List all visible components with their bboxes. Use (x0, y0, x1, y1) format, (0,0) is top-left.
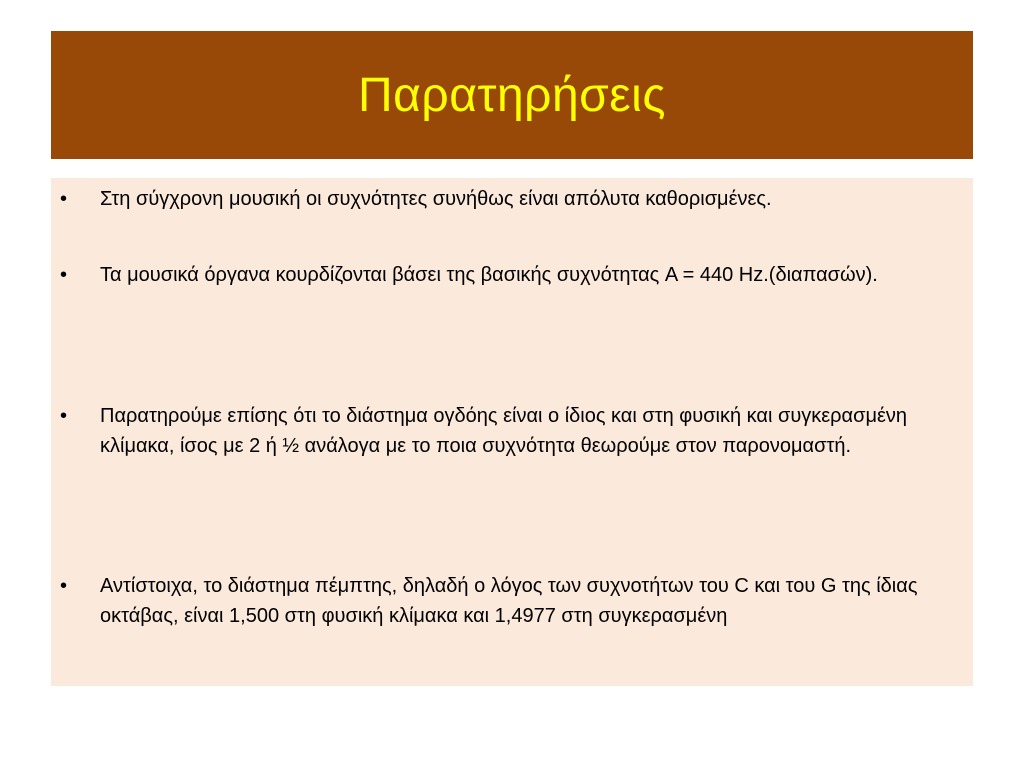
bullet-text: Στη σύγχρονη μουσική οι συχνότητες συνήθως είναι απόλυτα καθορισμένες. (100, 188, 772, 210)
bullet-marker: • (60, 575, 68, 597)
bullet-text: Αντίστοιχα, το διάστημα πέμπτης, δηλαδή ο λόγος των συχνοτήτων του C και του G της ίδιας οκτάβας, είναι 1,500 στη φυσική κλίμακα και 1,4977 στη συγκερασμένη (100, 575, 918, 627)
slide-title: Παρατηρήσεις (358, 68, 666, 122)
title-bar (51, 31, 973, 159)
bullet-marker: • (60, 405, 68, 427)
bullet-text: Παρατηρούμε επίσης ότι το διάστημα ογδόης είναι ο ίδιος και στη φυσική και συγκερασμένη κλίμακα, ίσος με 2 ή ½ ανάλογα με το ποια συχνότητα θεωρούμε στον παρονομαστή. (100, 405, 908, 457)
bullet-marker: • (60, 188, 68, 210)
content-box (51, 178, 973, 686)
bullet-marker: • (60, 264, 68, 286)
bullet-text: Τα μουσικά όργανα κουρδίζονται βάσει της βασικής συχνότητας A = 440 Hz.(διαπασών). (100, 264, 878, 286)
